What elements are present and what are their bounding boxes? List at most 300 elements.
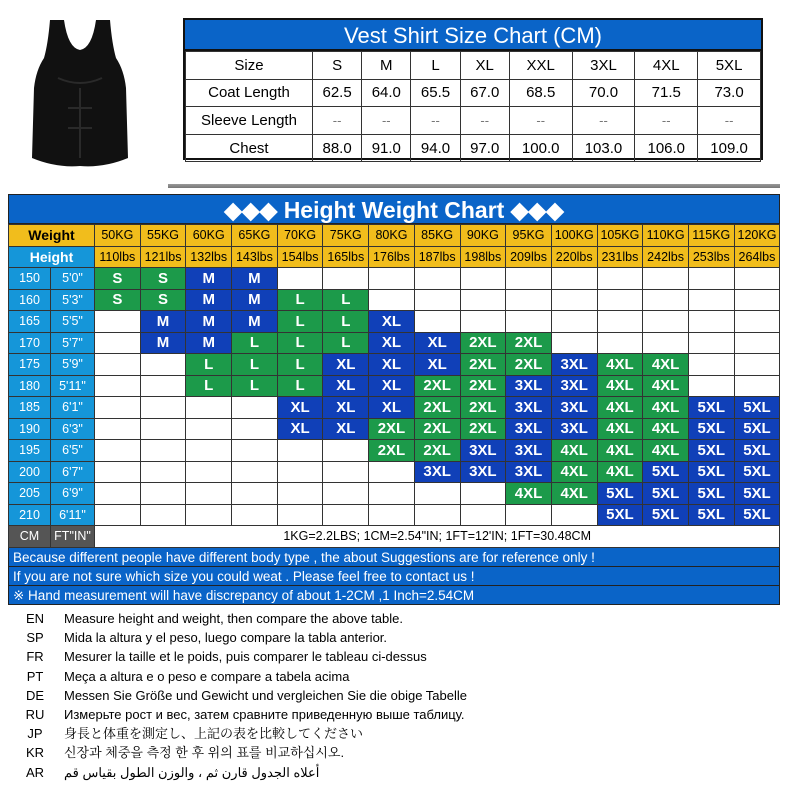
kg-cell: 60KG [186,225,232,247]
size-recommendation-cell [460,289,506,311]
size-recommendation-cell: L [277,375,323,397]
size-chart [183,18,763,160]
size-recommendation-cell [688,375,734,397]
size-recommendation-cell: M [232,289,278,311]
size-recommendation-cell: 4XL [597,418,643,440]
conversion-text: 1KG=2.2LBS; 1CM=2.54"IN; 1FT=12'IN; 1FT=30.48CM [95,526,780,548]
size-recommendation-cell: 4XL [597,397,643,419]
size-recommendation-cell: XL [277,397,323,419]
language-code: EN [25,611,45,626]
language-code: AR [25,764,45,780]
size-recommendation-cell [688,289,734,311]
height-cm-cell: 200 [9,461,51,483]
size-recommendation-cell: 5XL [688,397,734,419]
size-value-cell: 70.0 [572,79,635,107]
size-value-cell: 73.0 [698,79,761,107]
size-recommendation-cell [95,332,141,354]
size-recommendation-cell: XL [323,375,369,397]
size-recommendation-cell: M [232,311,278,333]
size-recommendation-cell: M [232,268,278,290]
size-row [186,79,761,107]
lbs-cell: 165lbs [323,246,369,268]
kg-cell: 70KG [277,225,323,247]
size-recommendation-cell: 5XL [734,461,780,483]
note-contact: If you are not sure which size you could weat . Please feel free to contact us ! [8,567,780,586]
size-recommendation-cell: 4XL [551,440,597,462]
size-recommendation-cell [688,311,734,333]
language-code: DE [25,687,45,703]
kg-cell: 55KG [140,225,186,247]
lbs-cell: 176lbs [369,246,415,268]
size-recommendation-cell: 2XL [414,418,460,440]
size-recommendation-cell [323,483,369,505]
size-recommendation-cell [734,332,780,354]
size-value-cell: 91.0 [362,134,411,162]
size-recommendation-cell: 5XL [643,461,689,483]
size-recommendation-cell: L [277,332,323,354]
size-recommendation-cell: S [140,268,186,290]
size-recommendation-cell: M [186,289,232,311]
size-recommendation-cell: 5XL [643,483,689,505]
size-recommendation-cell: 5XL [734,397,780,419]
language-row [20,609,780,628]
size-recommendation-cell: 4XL [597,440,643,462]
ft-unit-label: FT"IN" [51,526,95,548]
size-recommendation-cell: XL [369,354,415,376]
size-recommendation-cell [688,268,734,290]
kg-cell: 90KG [460,225,506,247]
size-recommendation-cell: 2XL [460,397,506,419]
lbs-cell: 231lbs [597,246,643,268]
size-value-cell: 68.5 [509,79,572,107]
size-recommendation-cell [186,397,232,419]
height-row [9,354,780,376]
height-cm-cell: 160 [9,289,51,311]
kg-cell: 95KG [506,225,552,247]
size-recommendation-cell: 5XL [688,483,734,505]
size-value-cell: -- [411,107,460,135]
size-recommendation-cell: 4XL [597,354,643,376]
size-recommendation-cell [734,354,780,376]
size-recommendation-cell: XL [323,418,369,440]
divider [168,184,780,188]
size-recommendation-cell [277,440,323,462]
size-recommendation-cell: 5XL [688,461,734,483]
size-value-cell: 106.0 [635,134,698,162]
size-recommendation-cell [95,397,141,419]
lbs-cell: 132lbs [186,246,232,268]
height-ft-cell: 5'3" [51,289,95,311]
hw-table [8,224,780,548]
height-cm-cell: 170 [9,332,51,354]
size-recommendation-cell [506,289,552,311]
size-recommendation-cell: 3XL [551,397,597,419]
size-recommendation-cell: M [186,332,232,354]
size-recommendation-cell [232,504,278,526]
size-recommendation-cell [460,504,506,526]
size-recommendation-cell: 4XL [643,397,689,419]
height-ft-cell: 5'7" [51,332,95,354]
size-recommendation-cell: XL [414,332,460,354]
size-recommendation-cell [369,289,415,311]
size-recommendation-cell: M [140,332,186,354]
kg-cell: 105KG [597,225,643,247]
kg-cell: 120KG [734,225,780,247]
size-recommendation-cell: 5XL [643,504,689,526]
height-cm-cell: 210 [9,504,51,526]
size-recommendation-cell: XL [369,332,415,354]
language-text: Measure height and weight, then compare the above table. [64,611,403,626]
kg-cell: 85KG [414,225,460,247]
lbs-cell: 220lbs [551,246,597,268]
size-value-cell: -- [698,107,761,135]
height-row [9,332,780,354]
size-recommendation-cell [232,397,278,419]
language-text: 신장과 체중을 측정 한 후 위의 표를 비교하십시오. [64,745,345,761]
size-recommendation-cell [140,418,186,440]
language-code: FR [26,649,44,665]
size-recommendation-cell: 4XL [643,375,689,397]
size-recommendation-cell [232,461,278,483]
size-value-cell: 97.0 [460,134,509,162]
size-recommendation-cell [597,311,643,333]
kg-cell: 80KG [369,225,415,247]
size-recommendation-cell: S [95,289,141,311]
language-text: Mida la altura y el peso, luego compare la tabla anterior. [64,630,388,646]
size-recommendation-cell [277,483,323,505]
kg-cell: 100KG [551,225,597,247]
size-recommendation-cell [186,504,232,526]
size-recommendation-cell [277,504,323,526]
size-recommendation-cell [140,440,186,462]
size-row [186,134,761,162]
size-recommendation-cell: L [186,354,232,376]
size-recommendation-cell [688,332,734,354]
size-recommendation-cell: 3XL [460,461,506,483]
size-recommendation-cell [414,268,460,290]
height-cm-cell: 185 [9,397,51,419]
language-text: أعلاه الجدول قارن ثم ، والوزن الطول بقياس قم [64,764,320,780]
weight-row [9,225,780,247]
lbs-cell: 253lbs [688,246,734,268]
size-recommendation-cell: 2XL [460,354,506,376]
size-recommendation-cell [734,289,780,311]
size-value-cell: -- [635,107,698,135]
size-recommendation-cell: M [186,311,232,333]
size-header-cell: M [362,52,411,80]
weight-label: Weight [9,225,95,247]
size-recommendation-cell: XL [323,397,369,419]
size-recommendation-cell: 3XL [551,418,597,440]
height-cm-cell: 180 [9,375,51,397]
size-recommendation-cell: 2XL [414,375,460,397]
size-recommendation-cell: 4XL [506,483,552,505]
size-recommendation-cell [643,311,689,333]
cm-unit-label: CM [9,526,51,548]
language-row [20,628,780,647]
size-recommendation-cell [95,418,141,440]
size-recommendation-cell [597,289,643,311]
size-recommendation-cell: 5XL [734,418,780,440]
height-row [9,289,780,311]
size-recommendation-cell [551,332,597,354]
size-recommendation-cell: 4XL [643,354,689,376]
size-recommendation-cell [369,504,415,526]
size-recommendation-cell: 5XL [734,483,780,505]
lbs-cell: 198lbs [460,246,506,268]
unit-row [9,526,780,548]
size-recommendation-cell [140,504,186,526]
lbs-cell: 264lbs [734,246,780,268]
size-recommendation-cell: 2XL [414,440,460,462]
size-recommendation-cell [232,440,278,462]
size-recommendation-cell: L [277,354,323,376]
size-recommendation-cell: S [95,268,141,290]
size-recommendation-cell: L [323,311,369,333]
height-row [9,461,780,483]
language-code: JP [27,726,43,742]
height-row [9,311,780,333]
size-recommendation-cell: 5XL [688,440,734,462]
size-value-cell: -- [460,107,509,135]
height-ft-cell: 5'0" [51,268,95,290]
height-ft-cell: 5'11" [51,375,95,397]
size-recommendation-cell: 5XL [734,504,780,526]
size-recommendation-cell: L [232,375,278,397]
size-recommendation-cell [597,268,643,290]
height-ft-cell: 6'3" [51,418,95,440]
lbs-cell: 154lbs [277,246,323,268]
size-header-cell: 4XL [635,52,698,80]
size-recommendation-cell [95,375,141,397]
size-recommendation-cell: 5XL [688,418,734,440]
size-recommendation-cell: XL [414,354,460,376]
height-row [9,504,780,526]
size-recommendation-cell [643,332,689,354]
size-recommendation-cell [643,268,689,290]
size-recommendation-cell: L [232,354,278,376]
size-recommendation-cell [323,461,369,483]
size-recommendation-cell [140,461,186,483]
size-recommendation-cell [734,268,780,290]
language-row [20,763,780,782]
size-recommendation-cell: 2XL [369,418,415,440]
height-row [9,440,780,462]
size-recommendation-cell: 3XL [506,397,552,419]
size-recommendation-cell: XL [323,354,369,376]
size-value-cell: 65.5 [411,79,460,107]
size-recommendation-cell [95,354,141,376]
language-instructions [20,609,780,782]
size-table [185,51,761,162]
size-recommendation-cell: 5XL [688,504,734,526]
size-value-cell: 109.0 [698,134,761,162]
language-text: Meça a altura e o peso e compare a tabela acima [64,668,350,684]
size-recommendation-cell: 2XL [460,332,506,354]
size-row-label: Sleeve Length [186,107,313,135]
size-header-cell: S [313,52,362,80]
size-recommendation-cell [186,418,232,440]
size-header-row [186,52,761,80]
size-row-label: Chest [186,134,313,162]
height-ft-cell: 6'5" [51,440,95,462]
size-recommendation-cell: 3XL [460,440,506,462]
size-value-cell: 100.0 [509,134,572,162]
size-recommendation-cell: 3XL [506,418,552,440]
size-recommendation-cell: L [277,289,323,311]
size-row-label: Coat Length [186,79,313,107]
size-recommendation-cell [551,289,597,311]
vest-image [28,18,132,168]
size-value-cell: 94.0 [411,134,460,162]
kg-cell: 50KG [95,225,141,247]
language-code: PT [26,668,44,684]
size-recommendation-cell [232,418,278,440]
size-recommendation-cell: 3XL [414,461,460,483]
height-ft-cell: 5'9" [51,354,95,376]
size-recommendation-cell: 4XL [597,375,643,397]
size-value-cell: -- [572,107,635,135]
size-recommendation-cell: XL [277,418,323,440]
size-recommendation-cell [369,268,415,290]
lbs-cell: 143lbs [232,246,278,268]
size-recommendation-cell: L [323,332,369,354]
size-recommendation-cell [95,440,141,462]
size-recommendation-cell: XL [369,397,415,419]
size-recommendation-cell [323,440,369,462]
size-recommendation-cell [460,268,506,290]
size-recommendation-cell: 2XL [460,418,506,440]
size-recommendation-cell [323,504,369,526]
size-recommendation-cell [140,397,186,419]
size-row [186,107,761,135]
language-row [20,743,780,762]
height-ft-cell: 6'9" [51,483,95,505]
height-cm-cell: 195 [9,440,51,462]
kg-cell: 75KG [323,225,369,247]
size-value-cell: 67.0 [460,79,509,107]
lbs-row [9,246,780,268]
size-recommendation-cell [460,483,506,505]
size-recommendation-cell [551,504,597,526]
lbs-cell: 242lbs [643,246,689,268]
size-recommendation-cell [95,483,141,505]
hw-chart-title: ◆◆◆ Height Weight Chart ◆◆◆ [8,194,780,224]
size-recommendation-cell [277,268,323,290]
kg-cell: 115KG [688,225,734,247]
size-recommendation-cell [369,483,415,505]
language-row [20,647,780,666]
language-text: 身長と体重を測定し、上記の表を比較してください [64,726,364,742]
size-recommendation-cell: 3XL [551,354,597,376]
kg-cell: 65KG [232,225,278,247]
size-recommendation-cell: 2XL [506,332,552,354]
lbs-cell: 187lbs [414,246,460,268]
size-recommendation-cell [734,311,780,333]
size-header-label: Size [186,52,313,80]
height-row [9,397,780,419]
size-recommendation-cell [277,461,323,483]
language-text: Messen Sie Größe und Gewicht und vergleichen Sie die obige Tabelle [64,687,467,703]
size-recommendation-cell: S [140,289,186,311]
height-row [9,483,780,505]
height-cm-cell: 205 [9,483,51,505]
size-recommendation-cell [414,289,460,311]
size-recommendation-cell [232,483,278,505]
lbs-cell: 209lbs [506,246,552,268]
size-recommendation-cell: 2XL [369,440,415,462]
size-recommendation-cell: 2XL [506,354,552,376]
size-recommendation-cell: M [140,311,186,333]
size-value-cell: 64.0 [362,79,411,107]
language-row [20,686,780,705]
size-recommendation-cell: XL [369,311,415,333]
note-reference: Because different people have different body type , the about Suggestions are for reference only ! [8,548,780,567]
size-recommendation-cell [734,375,780,397]
size-recommendation-cell [506,268,552,290]
size-header-cell: 3XL [572,52,635,80]
height-cm-cell: 150 [9,268,51,290]
size-value-cell: -- [362,107,411,135]
size-value-cell: -- [313,107,362,135]
size-recommendation-cell: 3XL [551,375,597,397]
size-recommendation-cell: 3XL [506,440,552,462]
language-code: SP [26,630,44,646]
language-row [20,667,780,686]
size-recommendation-cell [140,354,186,376]
size-recommendation-cell [140,483,186,505]
size-recommendation-cell [323,268,369,290]
height-cm-cell: 190 [9,418,51,440]
size-recommendation-cell: L [232,332,278,354]
size-recommendation-cell [414,483,460,505]
size-recommendation-cell [95,461,141,483]
size-recommendation-cell [551,268,597,290]
size-recommendation-cell [597,332,643,354]
height-ft-cell: 6'7" [51,461,95,483]
size-recommendation-cell: L [323,289,369,311]
size-recommendation-cell [369,461,415,483]
height-row [9,375,780,397]
size-chart-title: Vest Shirt Size Chart (CM) [185,20,761,51]
size-recommendation-cell: 4XL [643,418,689,440]
size-recommendation-cell [414,311,460,333]
size-recommendation-cell [140,375,186,397]
size-recommendation-cell [95,311,141,333]
size-recommendation-cell [186,461,232,483]
size-recommendation-cell [186,483,232,505]
lbs-cell: 121lbs [140,246,186,268]
lbs-cell: 110lbs [95,246,141,268]
size-recommendation-cell: 4XL [551,483,597,505]
size-recommendation-cell [506,311,552,333]
height-row [9,418,780,440]
height-weight-chart [8,194,780,605]
size-recommendation-cell: M [186,268,232,290]
height-cm-cell: 165 [9,311,51,333]
language-text: Mesurer la taille et le poids, puis comparer le tableau ci-dessus [64,649,427,665]
size-recommendation-cell [688,354,734,376]
size-recommendation-cell [551,311,597,333]
height-ft-cell: 5'5" [51,311,95,333]
size-recommendation-cell: 2XL [460,375,506,397]
language-row [20,724,780,743]
size-recommendation-cell: 4XL [597,461,643,483]
height-label: Height [9,246,95,268]
size-recommendation-cell [460,311,506,333]
size-value-cell: -- [509,107,572,135]
height-ft-cell: 6'1" [51,397,95,419]
